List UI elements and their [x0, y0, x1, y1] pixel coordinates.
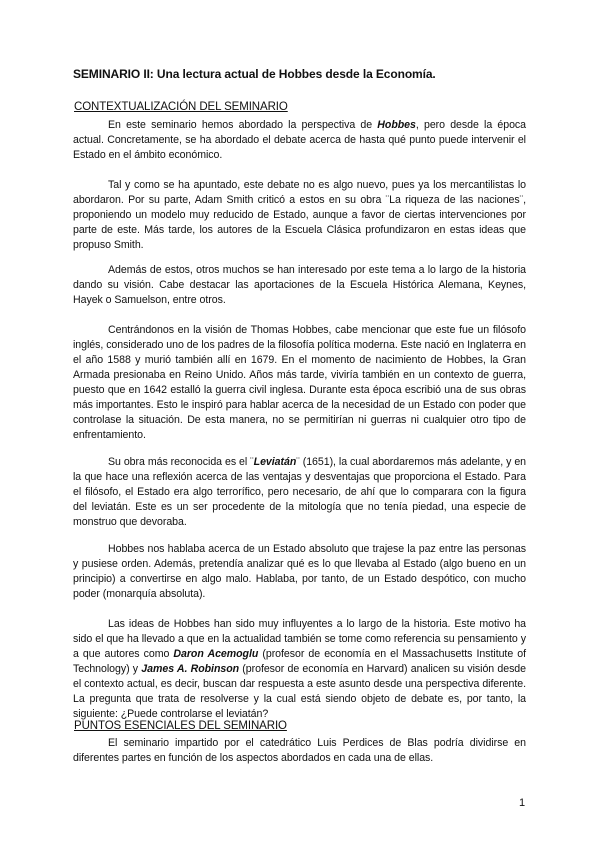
- section-heading-puntos-esenciales: PUNTOS ESENCIALES DEL SEMINARIO: [74, 720, 287, 732]
- paragraph-thomas-hobbes: Centrándonos en la visión de Thomas Hobbes, cabe mencionar que este fue un filósofo inglés, considerado uno de los padres de la filosofía política moderna. Este nació en Inglaterra en el año 1588 y murió también allí en 1679. En el momento de nacimiento de Hobbes, la Gran Armada presionaba en Reino Unido. Años más tarde, viviría también en un contexto de guerra, puesto que en 1642 estalló la guerra civil inglesa. Durante esta época escribió una de sus obras más importantes. Esto le inspiró para hablar acerca de la necesidad de un Estado con poder que controlase la situación. De esta manera, no se permitirían ni guerras ni cualquier otro tipo de enfrentamiento.: [73, 324, 526, 441]
- emphasis-robinson: James A. Robinson: [141, 663, 240, 675]
- paragraph-text: (profesor de economía en el Massachusetts Institute of Technology) y: [73, 648, 526, 675]
- document-title: SEMINARIO II: Una lectura actual de Hobbes desde la Economía.: [73, 67, 436, 81]
- emphasis-acemoglu: Daron Acemoglu: [173, 648, 259, 660]
- paragraph-leviatan: [73, 455, 526, 530]
- section-heading-contextualizacion: CONTEXTUALIZACIÓN DEL SEMINARIO: [74, 101, 288, 113]
- page-number: 1: [519, 797, 526, 809]
- paragraph-text: ¨ (1651), la cual abordaremos más adelante, y en la que hace una reflexión acerca de las ventajas y desventajas que proporciona el Estado. Para el filósofo, el Estado era algo terrorífico, pero necesario, de ahí que lo comparara con la figura del leviatán. Este es un ser procedente de la mitología que no tenía piedad, una especie de monstruo que devoraba.: [73, 456, 527, 528]
- paragraph-intro: [73, 118, 526, 163]
- paragraph-otros-autores: Además de estos, otros muchos se han interesado por este tema a lo largo de la historia dando su visión. Cabe destacar las aportaciones de la Escuela Histórica Alemana, Keynes, Hayek o Samuelson, entre otros.: [73, 264, 526, 306]
- paragraph-mercantilistas: Tal y como se ha apuntado, este debate no es algo nuevo, pues ya los mercantilistas lo abordaron. Por su parte, Adam Smith criticó a estos en su obra ¨La riqueza de las naciones¨, proponiendo un modelo muy reducido de Estado, aunque a favor de ciertas intervenciones por parte de este. Más tarde, los autores de la Escuela Clásica profundizaron en estas ideas que propuso Smith.: [73, 179, 526, 251]
- paragraph-estado-absoluto: Hobbes nos hablaba acerca de un Estado absoluto que trajese la paz entre las personas y pusiese orden. Además, pretendía analizar qué es lo que llevaba al Estado (algo bueno en un principio) a convertirse en algo malo. Hablaba, por tanto, de un Estado despótico, con mucho poder (monarquía absoluta).: [73, 543, 526, 600]
- paragraph-text: Las ideas de Hobbes han sido muy influyentes a lo largo de la historia. Este motivo ha sido el que ha llevado a que en la actualidad también se tome como referencia su pensamiento y a que autores como: [73, 618, 526, 660]
- paragraph-text: Su obra más reconocida es el ¨: [108, 456, 254, 468]
- emphasis-hobbes: Hobbes: [377, 119, 416, 131]
- paragraph-seminario: El seminario impartido por el catedrático Luis Perdices de Blas podría dividirse en diferentes partes en función de los aspectos abordados en cada una de ellas.: [73, 737, 526, 764]
- paragraph-text: En este seminario hemos abordado la perspectiva de: [108, 119, 378, 131]
- emphasis-leviatan: Leviatán: [253, 456, 297, 468]
- paragraph-text: , pero desde la época actual. Concretamente, se ha abordado el debate acerca de hasta qué punto puede intervenir el Estado en el ámbito económico.: [73, 119, 527, 161]
- paragraph-text: (profesor de economía en Harvard) analicen su visión desde el contexto actual, es decir, buscan dar respuesta a este asunto desde una perspectiva diferente. La pregunta que trata de resolverse y la cual está siendo objeto de debate es, por tanto, la siguiente: ¿Puede controlarse el leviatán?: [73, 663, 526, 720]
- paragraph-influencia: [73, 617, 526, 722]
